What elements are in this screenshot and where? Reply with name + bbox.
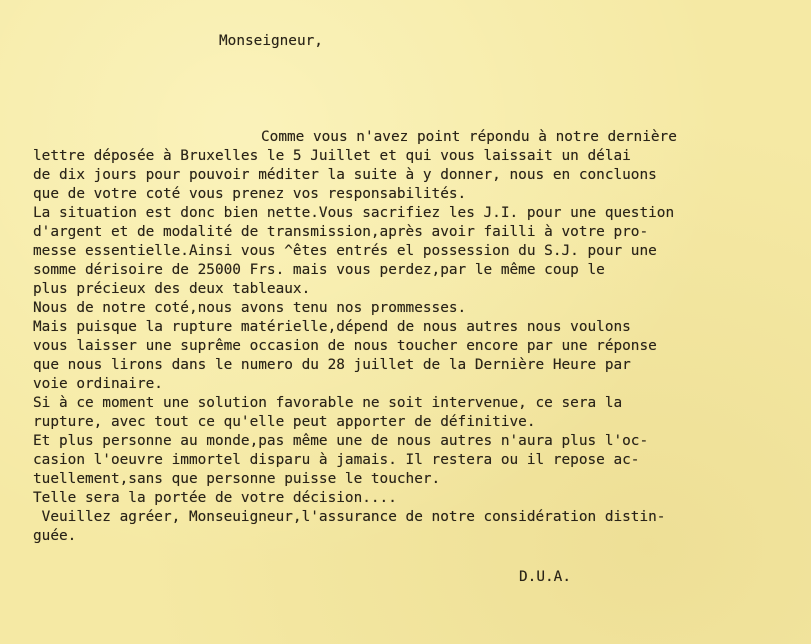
body-line-18: casion l'oeuvre immortel disparu à jamais. Il restera ou il repose ac- [33, 452, 640, 468]
body-line-4: que de votre coté vous prenez vos responsabilités. [33, 186, 467, 202]
body-line-13: que nous lirons dans le numero du 28 juillet de la Dernière Heure par [33, 357, 631, 373]
body-line-9: plus précieux des deux tableaux. [33, 281, 311, 297]
body-line-6: d'argent et de modalité de transmission,après avoir failli à votre pro- [33, 224, 649, 240]
body-line-7: messe essentielle.Ainsi vous ^êtes entrés el possession du S.J. pour une [33, 243, 657, 259]
salutation: Monseigneur, [219, 33, 323, 49]
body-line-20: Telle sera la portée de votre décision.... [33, 490, 397, 506]
body-line-8: somme dérisoire de 25000 Frs. mais vous perdez,par le même coup le [33, 262, 605, 278]
body-line-10: Nous de notre coté,nous avons tenu nos prommesses. [33, 300, 467, 316]
signature: D.U.A. [519, 569, 571, 585]
body-line-12: vous laisser une suprême occasion de nous toucher encore par une réponse [33, 338, 657, 354]
body-line-22: guée. [33, 528, 77, 544]
body-line-5: La situation est donc bien nette.Vous sacrifiez les J.I. pour une question [33, 205, 675, 221]
body-line-1: Comme vous n'avez point répondu à notre dernière [261, 129, 677, 145]
body-line-2: lettre déposée à Bruxelles le 5 Juillet et qui vous laissait un délai [33, 148, 631, 164]
body-line-19: tuellement,sans que personne puisse le toucher. [33, 471, 441, 487]
body-line-21: Veuillez agréer, Monseuigneur,l'assurance de notre considération distin- [33, 509, 666, 525]
body-line-15: Si à ce moment une solution favorable ne soit intervenue, ce sera la [33, 395, 623, 411]
body-line-16: rupture, avec tout ce qu'elle peut apporter de définitive. [33, 414, 536, 430]
body-line-3: de dix jours pour pouvoir méditer la suite à y donner, nous en concluons [33, 167, 657, 183]
body-line-11: Mais puisque la rupture matérielle,dépend de nous autres nous voulons [33, 319, 631, 335]
body-line-14: voie ordinaire. [33, 376, 163, 392]
body-line-17: Et plus personne au monde,pas même une de nous autres n'aura plus l'oc- [33, 433, 649, 449]
